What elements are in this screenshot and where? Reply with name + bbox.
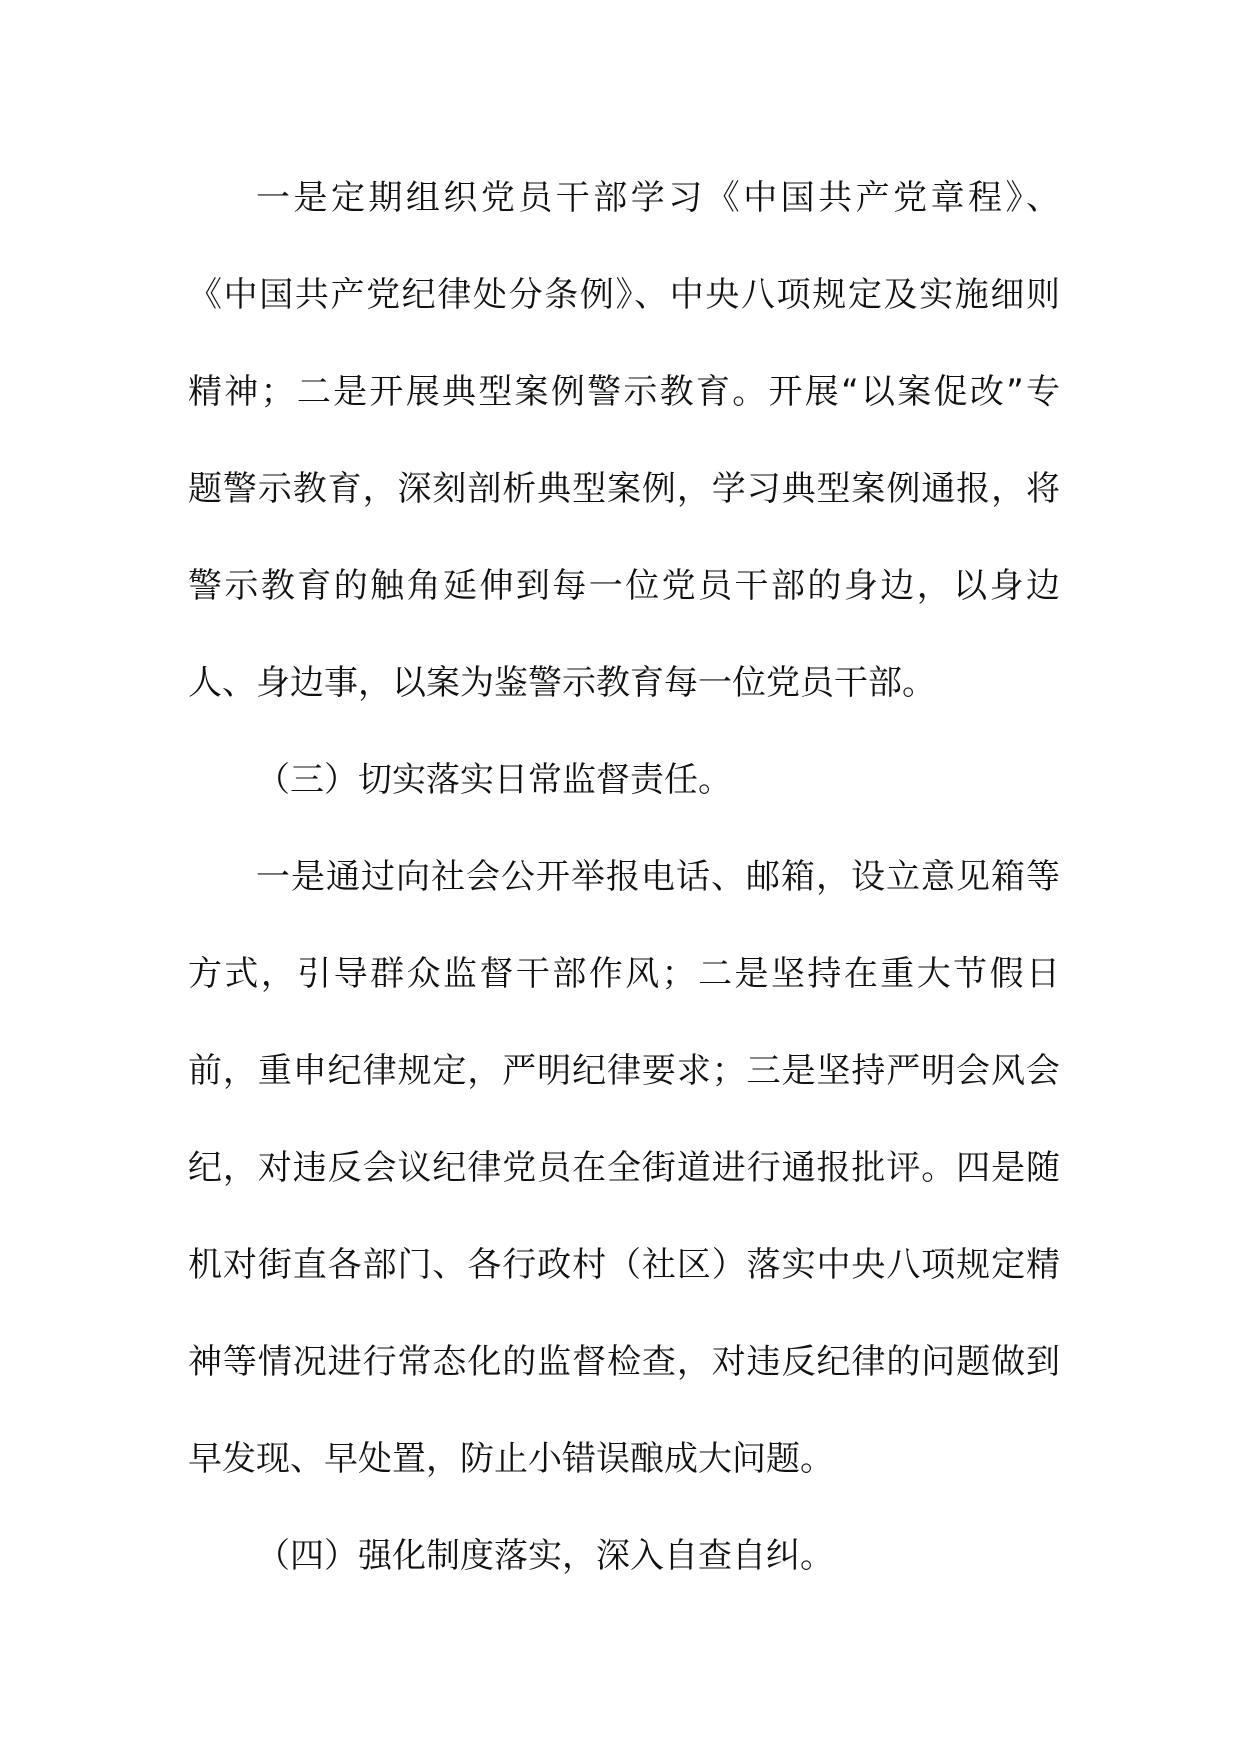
paragraph-line-11: 机对街直各部门、各行政村（社区）落实中央八项规定精 bbox=[188, 1245, 1060, 1285]
paragraph-line-12: 神等情况进行常态化的监督检查，对违反纪律的问题做到 bbox=[188, 1342, 1060, 1382]
paragraph-line-3: 精神；二是开展典型案例警示教育。开展“以案促改”专 bbox=[188, 372, 1060, 412]
paragraph-line-5: 警示教育的触角延伸到每一位党员干部的身边，以身边 bbox=[188, 566, 1060, 606]
paragraph-line-7: 一是通过向社会公开举报电话、邮箱，设立意见箱等 bbox=[256, 857, 1060, 897]
paragraph-line-10: 纪，对违反会议纪律党员在全街道进行通报批评。四是随 bbox=[188, 1148, 1060, 1188]
paragraph-line-9: 前，重申纪律规定，严明纪律要求；三是坚持严明会风会 bbox=[188, 1051, 1060, 1091]
paragraph-line-4: 题警示教育，深刻剖析典型案例，学习典型案例通报，将 bbox=[188, 469, 1060, 509]
paragraph-line-13: 早发现、早处置，防止小错误酿成大问题。 bbox=[188, 1439, 834, 1479]
section-heading-3: （三）切实落实日常监督责任。 bbox=[256, 760, 732, 800]
paragraph-line-8: 方式，引导群众监督干部作风；二是坚持在重大节假日 bbox=[188, 954, 1060, 994]
paragraph-line-6: 人、身边事，以案为鉴警示教育每一位党员干部。 bbox=[188, 663, 936, 703]
section-heading-4: （四）强化制度落实，深入自查自纠。 bbox=[256, 1536, 834, 1576]
paragraph-line-1: 一是定期组织党员干部学习《中国共产党章程》、 bbox=[256, 178, 1060, 218]
paragraph-line-2: 《中国共产党纪律处分条例》、中央八项规定及实施细则 bbox=[188, 275, 1060, 315]
